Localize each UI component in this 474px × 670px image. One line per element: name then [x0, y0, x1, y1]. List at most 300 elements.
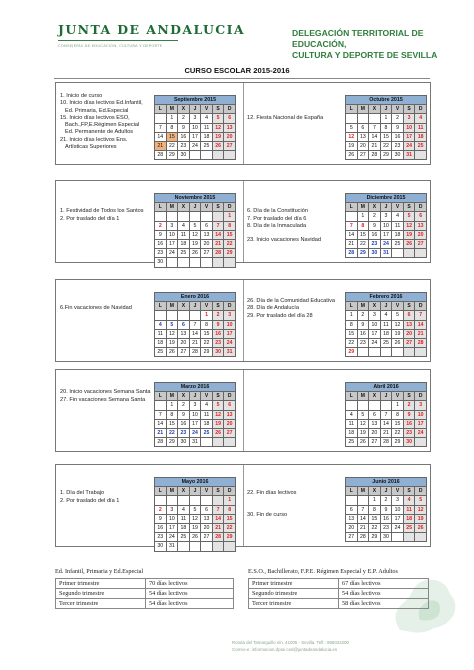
day-cell: 23: [178, 141, 190, 150]
day-cell: 19: [212, 419, 224, 428]
day-cell: 26: [212, 428, 224, 437]
weekday-header: J: [189, 392, 201, 401]
day-cell: 5: [403, 212, 415, 221]
address-line: Correo-e: informacion.dpse.ced@juntadeandalucia.es: [232, 646, 338, 652]
weekday-header: L: [346, 487, 358, 496]
day-cell: 21: [189, 338, 201, 347]
day-cell: 21: [415, 329, 427, 338]
day-cell: 8: [166, 410, 178, 419]
day-cell: 16: [380, 514, 392, 523]
row-divider: [243, 181, 244, 262]
day-cell: 20: [201, 239, 213, 248]
day-cell: 7: [380, 410, 392, 419]
week-row: [346, 239, 427, 248]
summary-heading: Ed. Infantil, Primaria y Ed.Especial: [55, 568, 144, 575]
day-cell: 23: [403, 428, 415, 437]
day-cell: 19: [212, 132, 224, 141]
empty-day-cell: [201, 258, 213, 267]
day-cell: 30: [369, 249, 381, 258]
day-cell: 31: [224, 348, 236, 357]
day-cell: 13: [201, 514, 213, 523]
day-cell: 23: [155, 533, 167, 542]
weekday-header: L: [155, 203, 167, 212]
day-cell: 1: [346, 311, 358, 320]
weekday-header: X: [369, 392, 381, 401]
weekday-header: D: [224, 392, 236, 401]
day-cell: 17: [369, 329, 381, 338]
week-row: [155, 523, 236, 532]
address-line: Ronda del Tamarguillo s/n. 41005 - Sevilla. Telf.: 955034200: [232, 640, 349, 645]
day-cell: 11: [380, 320, 392, 329]
day-cell: 2: [212, 311, 224, 320]
day-cell: 12: [357, 419, 369, 428]
weekday-header: M: [357, 105, 369, 114]
term-days: 54 días lectivos: [339, 589, 429, 599]
weekday-header: L: [155, 302, 167, 311]
day-cell: 30: [403, 438, 415, 447]
term-days: 54 días lectivos: [146, 599, 234, 609]
left-notes: [60, 483, 152, 505]
day-cell: 10: [166, 514, 178, 523]
week-row: [346, 311, 427, 320]
empty-day-cell: [224, 438, 236, 447]
day-cell: 24: [166, 249, 178, 258]
day-cell: 29: [392, 438, 404, 447]
day-cell: 1: [369, 496, 381, 505]
calendar-note: 1. Inicio de curso: [60, 93, 103, 99]
week-row: [346, 151, 427, 160]
day-cell: 18: [403, 514, 415, 523]
day-cell: 22: [201, 338, 213, 347]
empty-day-cell: [212, 151, 224, 160]
day-cell: 30: [155, 542, 167, 551]
day-cell: 15: [357, 230, 369, 239]
calendar-note: [247, 498, 343, 505]
week-row: [346, 410, 427, 419]
weekday-header: X: [369, 105, 381, 114]
day-cell: 11: [346, 419, 358, 428]
week-row: [346, 329, 427, 338]
day-cell: 4: [392, 212, 404, 221]
calendar-note: 6. Día de la Constitución: [247, 208, 308, 215]
table-row: [56, 589, 234, 599]
day-cell: 5: [357, 410, 369, 419]
week-row: [155, 438, 236, 447]
day-cell: 8: [166, 123, 178, 132]
day-cell: 30: [212, 348, 224, 357]
empty-day-cell: [201, 151, 213, 160]
calendar-row: [55, 82, 431, 165]
day-cell: 15: [166, 419, 178, 428]
day-cell: 3: [415, 401, 427, 410]
weekday-header: J: [380, 105, 392, 114]
day-cell: 7: [155, 410, 167, 419]
day-cell: 10: [224, 320, 236, 329]
week-row: [155, 320, 236, 329]
day-cell: 10: [189, 123, 201, 132]
day-cell: 8: [224, 221, 236, 230]
footer-address: [232, 640, 349, 653]
day-cell: 29: [380, 151, 392, 160]
weekday-header: J: [380, 392, 392, 401]
empty-day-cell: [201, 212, 213, 221]
empty-day-cell: [357, 348, 369, 357]
month-name: Enero 2016: [155, 293, 236, 302]
day-cell: 18: [155, 338, 167, 347]
week-row: [155, 151, 236, 160]
day-cell: 25: [415, 141, 427, 150]
calendar-note: 30. Fin de curso: [247, 512, 288, 519]
day-cell: 14: [212, 514, 224, 523]
day-cell: 23: [369, 239, 381, 248]
day-cell: 17: [415, 419, 427, 428]
weekday-header: S: [212, 203, 224, 212]
logo-subtitle: CONSEJERÍA DE EDUCACIÓN, CULTURA Y DEPORTE: [58, 43, 163, 48]
weekday-header: M: [166, 487, 178, 496]
week-row: [155, 505, 236, 514]
day-cell: 7: [369, 123, 381, 132]
day-cell: 28: [346, 249, 358, 258]
day-cell: 9: [380, 505, 392, 514]
day-cell: 26: [357, 438, 369, 447]
calendar-note: [60, 201, 152, 208]
day-cell: 29: [224, 533, 236, 542]
empty-day-cell: [178, 212, 190, 221]
day-cell: 22: [369, 523, 381, 532]
day-cell: 24: [415, 428, 427, 437]
day-cell: 9: [155, 514, 167, 523]
day-cell: 6: [357, 123, 369, 132]
empty-day-cell: [201, 496, 213, 505]
calendar-note: Ed. Permanente de Adultos: [65, 129, 134, 136]
day-cell: 29: [357, 249, 369, 258]
calendar-note: [247, 93, 343, 100]
week-row: [155, 132, 236, 141]
day-cell: 12: [189, 230, 201, 239]
weekday-header: J: [380, 302, 392, 311]
day-cell: 25: [403, 523, 415, 532]
delegacion-line: CULTURA Y DEPORTE DE SEVILLA: [292, 50, 438, 60]
day-cell: 2: [369, 212, 381, 221]
day-cell: 23: [380, 523, 392, 532]
day-cell: 26: [415, 523, 427, 532]
day-cell: 30: [178, 151, 190, 160]
day-cell: 8: [224, 505, 236, 514]
day-cell: 17: [189, 132, 201, 141]
day-cell: 2: [357, 311, 369, 320]
day-cell: 23: [212, 338, 224, 347]
empty-day-cell: [201, 438, 213, 447]
day-cell: 5: [166, 320, 178, 329]
empty-day-cell: [346, 212, 358, 221]
empty-day-cell: [212, 496, 224, 505]
page-title: CURSO ESCOLAR 2015-2016: [184, 66, 290, 75]
week-row: [155, 496, 236, 505]
day-cell: 10: [392, 505, 404, 514]
day-cell: 3: [166, 221, 178, 230]
day-cell: 8: [357, 221, 369, 230]
day-cell: 12: [212, 410, 224, 419]
day-cell: 2: [155, 505, 167, 514]
weekday-header: M: [166, 203, 178, 212]
weekday-header: J: [189, 487, 201, 496]
term-label: Primer trimestre: [249, 579, 339, 589]
weekday-header: M: [357, 203, 369, 212]
day-cell: 15: [346, 329, 358, 338]
day-cell: 14: [369, 132, 381, 141]
week-row: [155, 311, 236, 320]
week-row: [155, 419, 236, 428]
day-cell: 3: [189, 401, 201, 410]
day-cell: 30: [155, 258, 167, 267]
week-row: [346, 141, 427, 150]
day-cell: 30: [380, 533, 392, 542]
empty-day-cell: [357, 114, 369, 123]
day-cell: 17: [392, 514, 404, 523]
day-cell: 4: [415, 114, 427, 123]
month-name: Mayo 2016: [155, 478, 236, 487]
day-cell: 24: [369, 338, 381, 347]
row-divider: [243, 83, 244, 164]
day-cell: 25: [392, 239, 404, 248]
day-cell: 22: [166, 141, 178, 150]
week-row: [155, 221, 236, 230]
week-row: [346, 230, 427, 239]
day-cell: 22: [380, 141, 392, 150]
week-row: [346, 338, 427, 347]
empty-day-cell: [392, 249, 404, 258]
day-cell: 23: [392, 141, 404, 150]
day-cell: 7: [189, 320, 201, 329]
calendar-note: [247, 100, 343, 107]
day-cell: 11: [201, 410, 213, 419]
week-row: [155, 533, 236, 542]
left-notes: [60, 201, 152, 223]
calendar-note: [247, 483, 343, 490]
day-cell: 14: [346, 230, 358, 239]
month-name: Abril 2016: [346, 383, 427, 392]
weekday-header: L: [155, 487, 167, 496]
day-cell: 24: [380, 239, 392, 248]
term-label: Segundo trimestre: [249, 589, 339, 599]
weekday-header: M: [357, 392, 369, 401]
day-cell: 24: [224, 338, 236, 347]
weekday-header: D: [224, 487, 236, 496]
term-label: Primer trimestre: [56, 579, 146, 589]
calendar-note: 8. Día de la Inmaculada: [247, 222, 307, 229]
week-row: [155, 410, 236, 419]
day-cell: 13: [178, 329, 190, 338]
empty-day-cell: [403, 249, 415, 258]
week-row: [155, 141, 236, 150]
day-cell: 17: [403, 132, 415, 141]
calendar-note: [60, 483, 152, 490]
week-row: [346, 533, 427, 542]
day-cell: 8: [201, 320, 213, 329]
day-cell: 15: [166, 132, 178, 141]
table-row: [249, 579, 429, 589]
day-cell: 11: [178, 514, 190, 523]
empty-day-cell: [224, 151, 236, 160]
week-row: [346, 249, 427, 258]
day-cell: 21: [369, 141, 381, 150]
calendar-note: 23. Inicio vacaciones Navidad: [247, 237, 322, 244]
right-notes: [247, 298, 343, 320]
day-cell: 28: [212, 533, 224, 542]
day-cell: 17: [189, 419, 201, 428]
week-row: [346, 401, 427, 410]
day-cell: 19: [189, 523, 201, 532]
calendar-note: 1. Día del Trabajo: [60, 490, 105, 497]
day-cell: 27: [403, 338, 415, 347]
day-cell: 27: [357, 151, 369, 160]
week-row: [346, 523, 427, 532]
empty-day-cell: [403, 348, 415, 357]
calendar-note: [247, 230, 343, 237]
empty-day-cell: [155, 311, 167, 320]
week-row: [346, 132, 427, 141]
day-cell: 15: [224, 514, 236, 523]
summary-infantil-primaria: [55, 568, 234, 609]
empty-day-cell: [166, 258, 178, 267]
calendar-row: [55, 180, 431, 266]
day-cell: 13: [357, 132, 369, 141]
day-cell: 21: [346, 239, 358, 248]
day-cell: 18: [201, 419, 213, 428]
weekday-header: X: [178, 203, 190, 212]
day-cell: 1: [380, 114, 392, 123]
day-cell: 14: [415, 320, 427, 329]
empty-day-cell: [346, 114, 358, 123]
summary-table: [55, 578, 234, 609]
weekday-header: D: [224, 302, 236, 311]
day-cell: 15: [380, 132, 392, 141]
calendar-note: [60, 298, 152, 305]
day-cell: 30: [178, 438, 190, 447]
row-divider: [243, 280, 244, 361]
day-cell: 16: [369, 230, 381, 239]
day-cell: 8: [380, 123, 392, 132]
week-row: [346, 428, 427, 437]
empty-day-cell: [392, 533, 404, 542]
day-cell: 27: [224, 141, 236, 150]
day-cell: 5: [189, 505, 201, 514]
day-cell: 1: [166, 114, 178, 123]
day-cell: 8: [346, 320, 358, 329]
calendar-note: 6.Fin vacaciones de Navidad: [60, 305, 132, 312]
day-cell: 29: [166, 438, 178, 447]
calendar-note: [60, 382, 152, 389]
delegacion-title: [292, 28, 474, 61]
day-cell: 13: [201, 230, 213, 239]
day-cell: 20: [178, 338, 190, 347]
day-cell: 4: [201, 114, 213, 123]
table-row: [56, 579, 234, 589]
calendar-note: 20. Inicio vacaciones Semana Santa: [60, 389, 151, 396]
empty-day-cell: [189, 212, 201, 221]
week-row: [155, 329, 236, 338]
day-cell: 14: [357, 514, 369, 523]
day-cell: 26: [166, 348, 178, 357]
delegacion-line: DELEGACIÓN TERRITORIAL DE EDUCACIÓN,: [292, 28, 424, 49]
weekday-header: S: [403, 487, 415, 496]
week-row: [346, 505, 427, 514]
day-cell: 10: [369, 320, 381, 329]
day-cell: 28: [155, 438, 167, 447]
calendar-note: 26. Día de la Comunidad Educativa: [247, 298, 336, 304]
weekday-header: V: [201, 105, 213, 114]
day-cell: 3: [369, 311, 381, 320]
day-cell: 8: [392, 410, 404, 419]
day-cell: 19: [403, 230, 415, 239]
week-row: [155, 258, 236, 267]
month-name: Octubre 2015: [346, 96, 427, 105]
month-calendar: [154, 477, 236, 552]
day-cell: 29: [224, 249, 236, 258]
day-cell: 20: [224, 132, 236, 141]
day-cell: 7: [212, 505, 224, 514]
day-cell: 4: [380, 311, 392, 320]
day-cell: 9: [403, 410, 415, 419]
day-cell: 9: [212, 320, 224, 329]
day-cell: 5: [415, 496, 427, 505]
day-cell: 13: [224, 123, 236, 132]
day-cell: 7: [357, 505, 369, 514]
weekday-header: D: [415, 203, 427, 212]
day-cell: 20: [201, 523, 213, 532]
weekday-header: X: [369, 487, 381, 496]
row-divider: [243, 465, 244, 546]
week-row: [155, 123, 236, 132]
month-calendar: [154, 193, 236, 268]
weekday-header: S: [212, 487, 224, 496]
calendar-note: Ed. Primaria, Ed.Especial: [65, 107, 129, 114]
calendar-row: [55, 279, 431, 362]
weekday-header: V: [392, 105, 404, 114]
calendar-note: [247, 108, 343, 115]
day-cell: 2: [178, 114, 190, 123]
month-name: Noviembre 2015: [155, 194, 236, 203]
week-row: [346, 221, 427, 230]
empty-day-cell: [369, 348, 381, 357]
empty-day-cell: [346, 496, 358, 505]
week-row: [155, 338, 236, 347]
day-cell: 25: [178, 249, 190, 258]
day-cell: 15: [224, 230, 236, 239]
table-row: [249, 589, 429, 599]
calendar-note: 10. Inicio días lectivos Ed.Infantil,: [60, 100, 143, 107]
day-cell: 4: [178, 221, 190, 230]
right-notes: [247, 93, 343, 122]
calendar-note: 21. Inicio días lectivos Ens.: [60, 136, 128, 143]
empty-day-cell: [189, 496, 201, 505]
month-calendar: [345, 193, 427, 258]
empty-day-cell: [212, 258, 224, 267]
calendar-note: 12. Fiesta Nacional de España: [247, 114, 324, 121]
day-cell: 16: [212, 329, 224, 338]
table-row: [56, 599, 234, 609]
month-calendar: [345, 292, 427, 357]
weekday-header: V: [392, 203, 404, 212]
month-name: Septiembre 2015: [155, 96, 236, 105]
day-cell: 16: [155, 239, 167, 248]
calendar-note: 27. Fin vacaciones Semana Santa: [60, 396, 146, 403]
day-cell: 21: [155, 141, 167, 150]
weekday-header: D: [415, 105, 427, 114]
day-cell: 2: [380, 496, 392, 505]
day-cell: 20: [403, 329, 415, 338]
week-row: [346, 348, 427, 357]
